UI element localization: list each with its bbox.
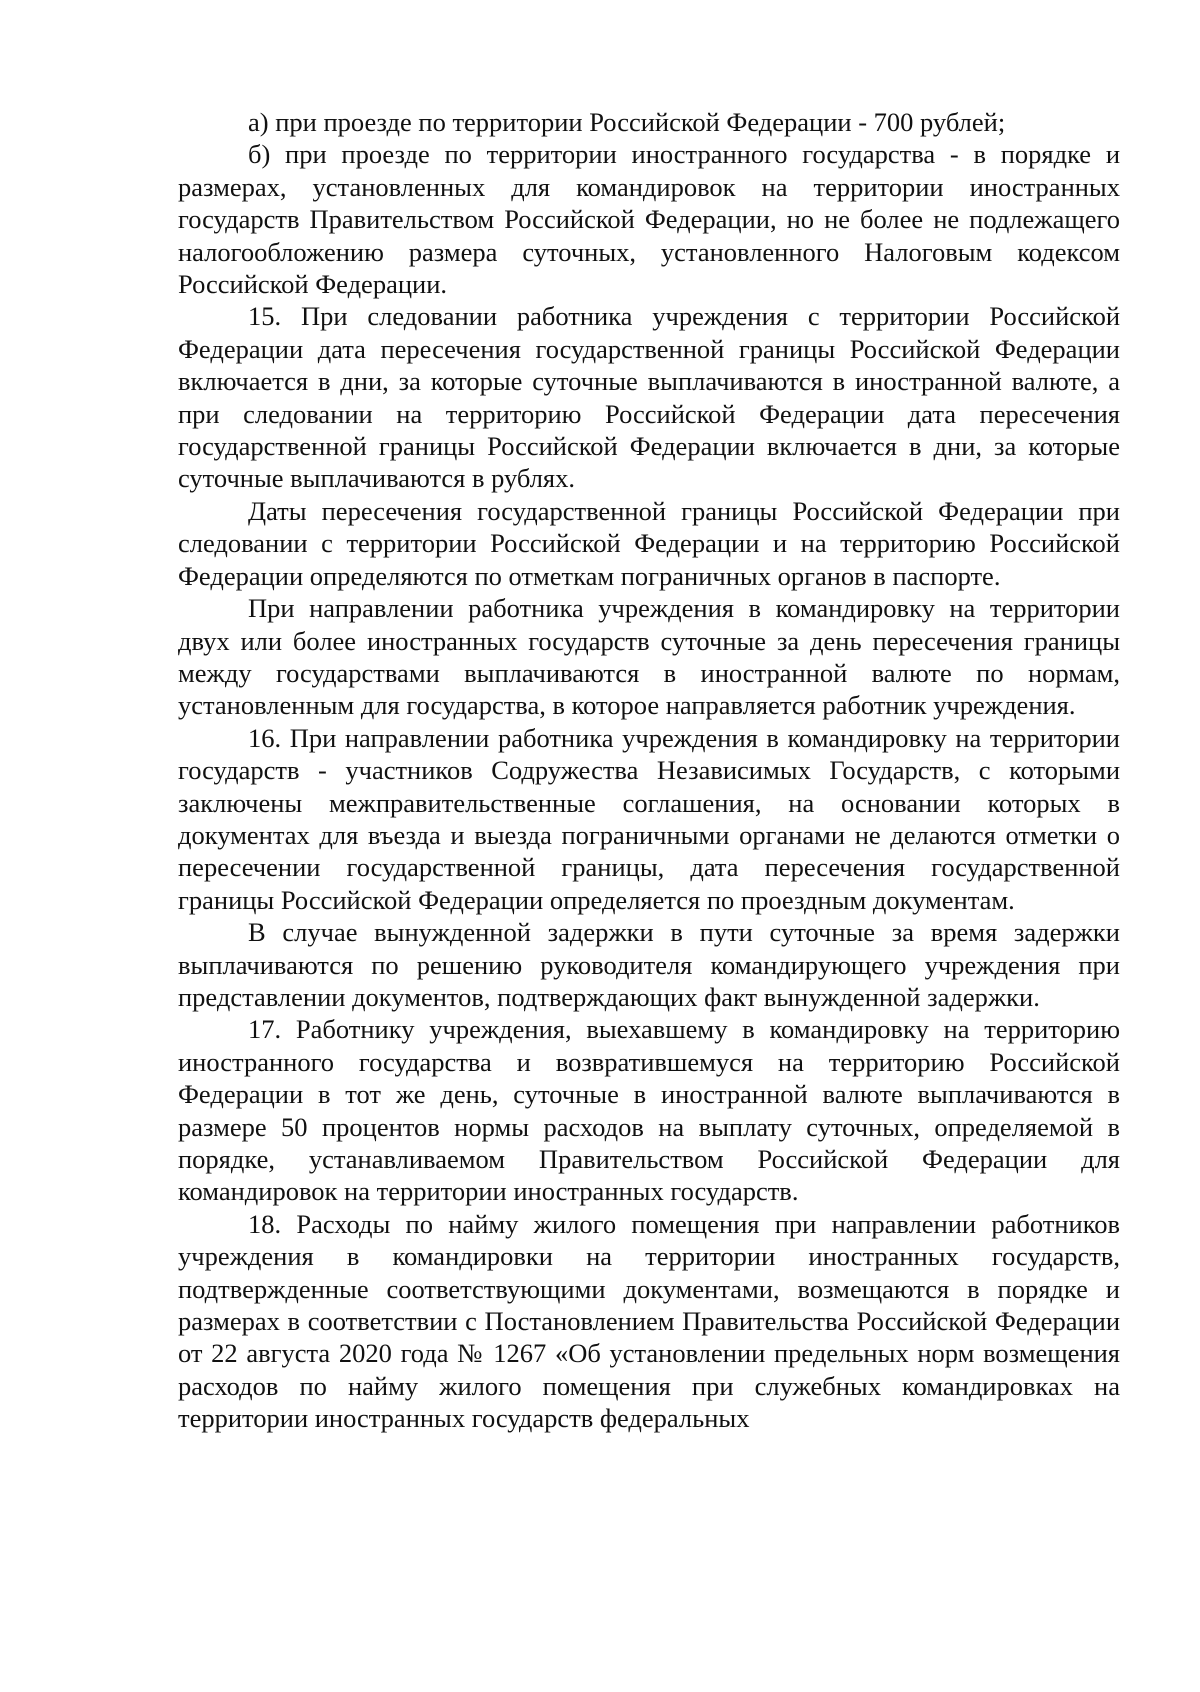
paragraph-14b: б) при проезде по территории иностранного государства - в порядке и размерах, установленных для командировок на территории иностранных государств Правительством Российской Федерации, но не более не подлежащего налогообложению размера суточных, установленного Налоговым кодексом Российской Федерации. [178,139,1120,300]
paragraph-16-forced-delay: В случае вынужденной задержки в пути суточные за время задержки выплачиваются по решению руководителя командирующего учреждения при представлении документов, подтверждающих факт вынужденной задержки. [178,917,1120,1012]
paragraph-15-border-dates: Даты пересечения государственной границы Российской Федерации при следовании с территории Российской Федерации и на территорию Российской Федерации определяются по отметкам пограничных органов в паспорте. [178,495,1120,591]
paragraph-16: 16. При направлении работника учреждения в командировку на территории государств - участников Содружества Независимых Государств, с которыми заключены межправительственные соглашения, на основании которых в документах для въезда и выезда пограничными органами не делаются отметки о пересечении государственной границы, дата пересечения государственной границы Российской Федерации определяется по проездным документам. [178,722,1120,915]
paragraph-17: 17. Работнику учреждения, выехавшему в командировку на территорию иностранного государства и возвратившемуся на территорию Российской Федерации в тот же день, суточные в иностранной валюте выплачиваются в размере 50 процентов нормы расходов на выплату суточных, определяемой в порядке, устанавливаемом Правительством Российской Федерации для командировок на территории иностранных государств. [178,1014,1120,1207]
document-page [178,106,1120,1435]
paragraph-15-multiple-states: При направлении работника учреждения в командировку на территории двух или более иностранных государств суточные за день пересечения границы между государствами выплачиваются в иностранной валюте по нормам, установленным для государства, в которое направляется работник учреждения. [178,593,1120,721]
paragraph-18: 18. Расходы по найму жилого помещения при направлении работников учреждения в командировки на территории иностранных государств, подтвержденные соответствующими документами, возмещаются в порядке и размерах в соответствии с Постановлением Правительства Российской Федерации от 22 августа 2020 года № 1267 «Об установлении предельных норм возмещения расходов по найму жилого помещения при служебных командировках на территории иностранных государств федеральных [178,1208,1120,1434]
paragraph-14a: а) при проезде по территории Российской Федерации - 700 рублей; [248,107,1006,137]
paragraph-15: 15. При следовании работника учреждения с территории Российской Федерации дата пересечения государственной границы Российской Федерации включается в дни, за которые суточные выплачиваются в иностранной валюте, а при следовании на территорию Российской Федерации дата пересечения государственной границы Российской Федерации включается в дни, за которые суточные выплачиваются в рублях. [178,301,1120,494]
